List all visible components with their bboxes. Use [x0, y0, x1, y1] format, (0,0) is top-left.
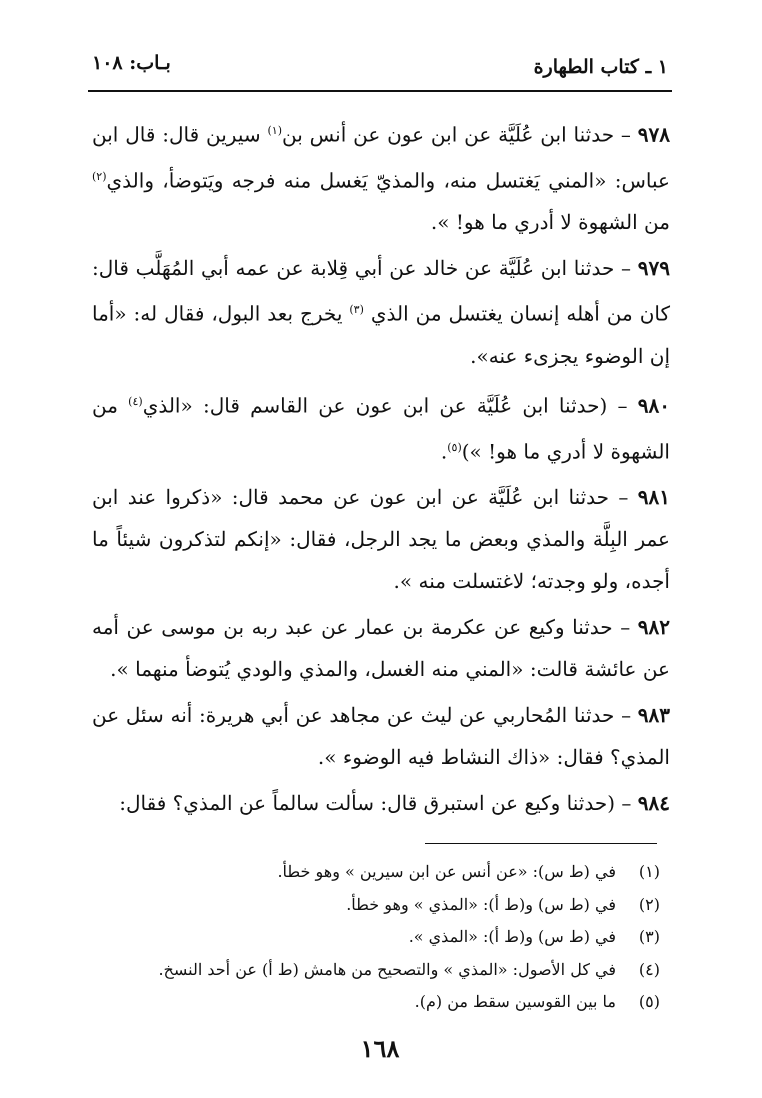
hadith-number: ٩٧٨: [637, 122, 670, 147]
hadith-text: – (حدثنا وكيع عن استبرق قال: سألت سالماً عن المذي؟ فقال:: [119, 791, 632, 816]
hadith-text: .: [440, 439, 448, 464]
footnote-ref: (٤): [128, 394, 143, 408]
footnote-1: [150, 856, 660, 889]
hadith-number: ٩٨٣: [637, 703, 671, 728]
hadith-text: – حدثنا المُحاربي عن ليث عن مجاهد عن أبي هريرة: أنه سئل عن المذي؟ فقال: «ذاك النشاط فيه الوضوء ».: [92, 703, 670, 770]
hadith-980: [92, 381, 670, 476]
footnote-ref: (٣): [349, 303, 364, 317]
footnote-number: (٢): [638, 894, 660, 914]
footnote-5: [150, 986, 660, 1019]
footnote-ref: (٢): [92, 169, 107, 183]
hadith-984: [92, 782, 670, 828]
hadith-text: سيرين قال: قال ابن عباس: «المني يَغتسل منه، والمذيّ يَغسل منه فرجه ويَتوضأ، والذي: [92, 122, 670, 193]
hadith-978: [92, 110, 670, 247]
footnote-number: (٣): [638, 927, 660, 946]
footnote-number: (٤): [638, 959, 660, 979]
hadith-text: من الشهوة لا أدري ما هو! ».: [430, 210, 670, 235]
footnote-text: في (ط س) و(ط أ): «المذي ».: [408, 927, 616, 946]
footnote-text: في (ط س) و(ط أ): «المذي » وهو خطأ.: [346, 894, 616, 914]
hadith-number: ٩٨٤: [637, 791, 670, 816]
hadith-983: [92, 694, 670, 782]
hadith-text: – حدثنا ابن عُلَيَّة عن ابن عون عن أنس بن: [282, 122, 631, 147]
bab-number: بـاب: ١٠٨: [92, 52, 171, 74]
hadith-number: ٩٨١: [637, 485, 670, 510]
hadith-text: – حدثنا وكيع عن عكرمة بن عمار عن عبد ربه بن موسى عن أمه عن عائشة قالت: «المني منه الغسل، والمذي والودي يُتوضأ منهما ».: [92, 615, 670, 682]
hadith-981: [92, 476, 670, 606]
footnote-text: في (ط س): «عن أنس عن ابن سيرين » وهو خطأ.: [277, 862, 616, 881]
page-number: ١٦٨: [360, 1034, 400, 1063]
footnote-divider: [425, 843, 657, 844]
hadith-text: – حدثنا ابن عُلَيَّة عن ابن عون عن محمد قال: «ذكروا عند ابن عمر البِلَّة والمذي وبعض ما يجد الرجل، فقال: «إنكم لتذكرون شيئاً ما أجده، ولو وجدته؛ لاغتسلت منه ».: [92, 485, 670, 594]
footnote-number: (٥): [638, 992, 660, 1011]
hadith-number: ٩٨٢: [637, 615, 671, 640]
footnote-2: [150, 889, 660, 922]
page-header: [88, 46, 672, 92]
hadith-body: [92, 110, 670, 828]
hadith-982: [92, 606, 670, 694]
hadith-979: [92, 247, 670, 381]
footnote-text: في كل الأصول: «المذي » والتصحيح من هامش (ط أ) عن أحد النسخ.: [158, 959, 616, 979]
footnotes: [150, 856, 660, 1019]
chapter-title: ١ ـ كتاب الطهارة: [533, 56, 668, 78]
footnote-ref: (١): [267, 124, 282, 137]
hadith-text: من الشهوة لا أدري ما هو! »): [92, 393, 670, 464]
footnote-ref: (٥): [447, 440, 462, 454]
footnote-3: [150, 921, 660, 954]
footnote-4: [150, 954, 660, 987]
hadith-text: – حدثنا ابن عُلَيَّة عن خالد عن أبي قِلابة عن عمه أبي المُهَلَّب قال: كان من أهله إنسان يغتسل من الذي: [92, 256, 670, 326]
hadith-text: يخرج بعد البول، فقال له: «أما إن الوضوء يجزىء عنه».: [92, 301, 670, 368]
footnote-text: ما بين القوسين سقط من (م).: [414, 992, 616, 1011]
footnote-number: (١): [638, 862, 660, 881]
hadith-number: ٩٨٠: [637, 393, 670, 418]
hadith-text: – (حدثنا ابن عُلَيَّة عن ابن عون عن القاسم قال: «الذي: [142, 393, 628, 418]
hadith-number: ٩٧٩: [637, 256, 670, 281]
